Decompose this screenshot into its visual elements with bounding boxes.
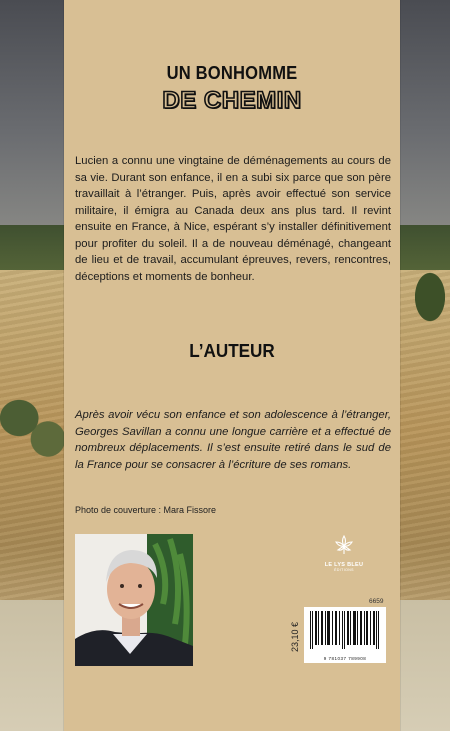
book-title-line2: DE CHEMIN bbox=[162, 87, 302, 114]
synopsis-text: Lucien a connu une vingtaine de déménagements au cours de sa vie. Durant son enfance, il en a subi six parce que son père travaillait à l’étranger. Puis, après avoir effectué son service militaire, il émigra au Canada deux ans plus tard. Il revint ensuite en France, à Nice, espérant s’y installer définitivement pour profiter du soleil. Il a de nouveau déménagé, changeant de lieu et de travail, accumulant épreuves, revers, rencontres, déceptions et moments de bonheur. bbox=[75, 155, 391, 283]
lily-flower-icon bbox=[333, 534, 355, 556]
author-portrait-image bbox=[75, 534, 193, 666]
publisher-subtitle: ÉDITIONS bbox=[334, 568, 354, 572]
barcode-number: 9 781037 789908 bbox=[323, 656, 367, 661]
back-cover-panel bbox=[64, 0, 400, 731]
background-landscape-right bbox=[400, 0, 450, 731]
publisher-name: LE LYS BLEU bbox=[324, 562, 364, 568]
author-bio: Après avoir vécu son enfance et son adolescence à l’étranger, Georges Savillan a connu une longue carrière et a effectué de nombreux déplacements. Il s’est ensuite retiré dans le sud de la France pour se consacrer à l’écriture de ses romans. bbox=[75, 409, 391, 471]
author-photo bbox=[75, 534, 193, 666]
barcode-bars bbox=[304, 607, 386, 651]
product-code: 6659 bbox=[369, 598, 384, 605]
barcode bbox=[304, 607, 386, 663]
publisher-logo bbox=[321, 534, 367, 572]
book-title-line1: UN BONHOMME bbox=[166, 63, 298, 83]
price-label: 23,10 € bbox=[290, 621, 300, 653]
photo-credit: Photo de couverture : Mara Fissore bbox=[75, 505, 217, 515]
background-landscape-left bbox=[0, 0, 64, 731]
author-heading: L’AUTEUR bbox=[189, 341, 275, 361]
